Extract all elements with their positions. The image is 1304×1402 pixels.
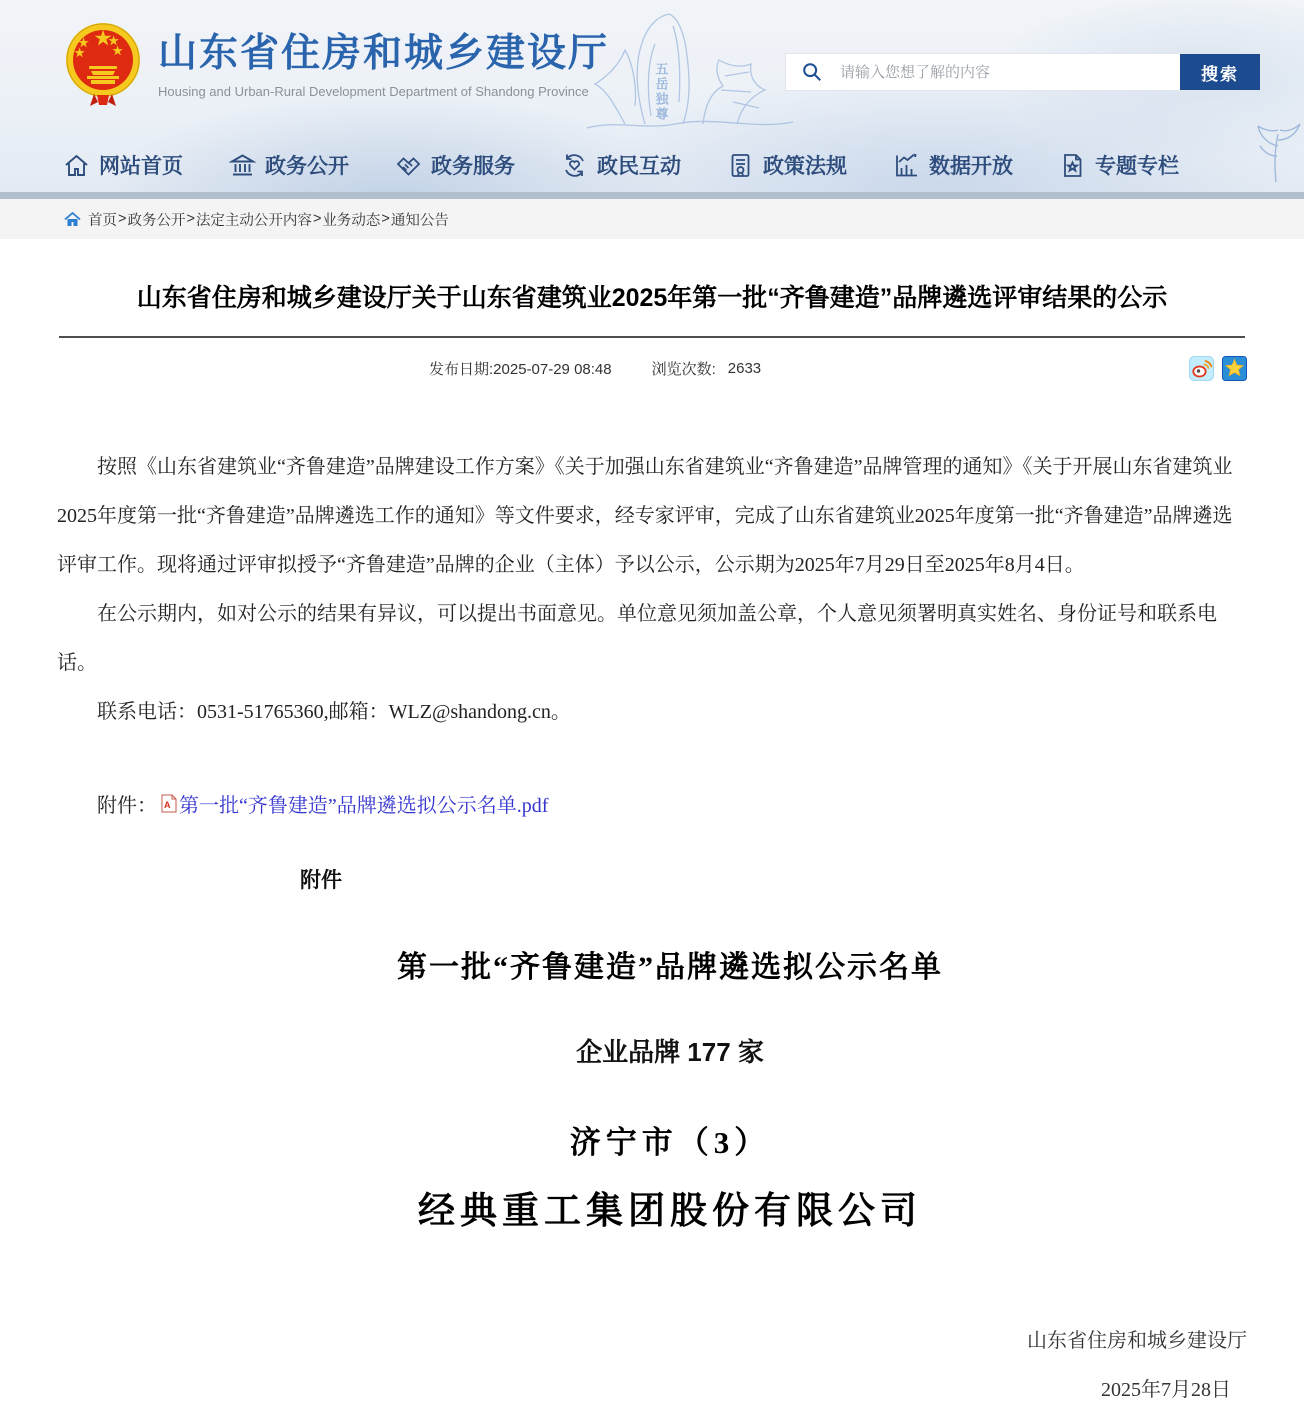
svg-text:A: A — [164, 800, 171, 810]
nav-divider — [0, 192, 1304, 199]
attachment-doc-date: 2025年7月28日 — [1101, 1379, 1231, 1401]
main-nav — [0, 138, 1304, 192]
interaction-icon — [561, 152, 588, 179]
attachment-pdf-link[interactable]: 第一批“齐鲁建造”品牌遴选拟公示名单.pdf — [179, 795, 549, 817]
breadcrumb-home-icon — [64, 212, 81, 227]
nav-label: 政务服务 — [431, 155, 515, 178]
breadcrumb-current-notices: 通知公告 — [390, 212, 449, 229]
nav-item-policies[interactable] — [727, 150, 847, 180]
nav-item-home[interactable] — [63, 150, 183, 180]
nav-label: 政民互动 — [597, 155, 681, 178]
qzone-share-icon[interactable] — [1222, 356, 1247, 381]
handshake-icon — [395, 152, 422, 179]
svg-text:五岳独尊: 五岳独尊 — [653, 62, 669, 122]
site-brand — [64, 16, 609, 116]
breadcrumb-separator: > — [186, 211, 195, 227]
attachment-doc-title: 第一批“齐鲁建造”品牌遴选拟公示名单 — [397, 951, 943, 984]
article-meta — [57, 356, 1247, 381]
nav-item-special-topics[interactable] — [1059, 150, 1179, 180]
breadcrumb-separator: > — [312, 211, 322, 227]
attachment-document-preview — [57, 864, 1247, 1402]
views-count: 2633 — [727, 360, 762, 377]
site-header — [0, 0, 1304, 192]
nav-item-open-data[interactable] — [893, 150, 1013, 180]
body-paragraph-contact: 联系电话：0531-51765360,邮箱：WLZ@shandong.cn。 — [97, 701, 571, 723]
search-input[interactable] — [838, 54, 1180, 90]
national-emblem-icon — [64, 16, 142, 116]
nav-label: 政务公开 — [265, 155, 349, 178]
attachment-line — [57, 789, 1247, 818]
body-paragraph-1: 按照《山东省建筑业“齐鲁建造”品牌建设工作方案》《关于加强山东省建筑业“齐鲁建造”品牌管理的通知》《关于开展山东省建筑业2025年度第一批“齐鲁建造”品牌遴选工作的通知》等文件要求，经专家评审，完成了山东省建筑业2025年度第一批“齐鲁建造”品牌遴选评审工作。现将通过评审拟授予“齐鲁建造”品牌的企业（主体）予以公示，公示期为2025年7月29日至2025年8月4日。 — [57, 456, 1233, 576]
attachment-doc-city-heading: 济宁市（3） — [569, 1125, 771, 1160]
weibo-share-icon[interactable] — [1189, 356, 1214, 381]
attachment-doc-heading: 附件 — [300, 869, 342, 892]
brand-text — [158, 33, 609, 99]
site-subtitle-english: Housing and Urban-Rural Development Department of Shandong Province — [158, 83, 589, 99]
breadcrumb-link-statutory-content[interactable]: 法定主动公开内容 — [195, 212, 312, 229]
breadcrumb-link-gov-disclosure[interactable]: 政务公开 — [127, 212, 186, 229]
search-icon — [786, 54, 838, 90]
search-button[interactable]: 搜索 — [1180, 54, 1260, 90]
attachment-doc-signature — [57, 1324, 1247, 1402]
views-label: 浏览次数: — [651, 361, 716, 378]
star-doc-icon — [1059, 152, 1086, 179]
publish-date: 发布日期:2025-07-29 08:48 — [429, 361, 612, 378]
share-icons — [1189, 356, 1247, 381]
nav-label: 网站首页 — [99, 155, 183, 178]
policy-doc-icon — [727, 152, 754, 179]
title-divider — [59, 336, 1245, 338]
body-paragraph-2: 在公示期内，如对公示的结果有异议，可以提出书面意见。单位意见须加盖公章，个人意见须署明真实姓名、身份证号和联系电话。 — [57, 603, 1217, 674]
nav-label: 专题专栏 — [1095, 155, 1179, 178]
nav-item-gov-services[interactable] — [395, 150, 515, 180]
mountain-artwork-decoration — [585, 6, 795, 134]
site-search — [785, 53, 1261, 91]
site-title: 山东省住房和城乡建设厅 — [158, 32, 610, 76]
article — [0, 281, 1304, 1402]
breadcrumb-link-business-updates[interactable]: 业务动态 — [322, 212, 381, 229]
article-title: 山东省住房和城乡建设厅关于山东省建筑业2025年第一批“齐鲁建造”品牌遴选评审结果的公示 — [136, 284, 1168, 312]
nav-item-public-interaction[interactable] — [561, 150, 681, 180]
nav-label: 数据开放 — [929, 155, 1013, 178]
bank-icon — [229, 152, 256, 179]
article-body — [57, 443, 1247, 737]
breadcrumb-link-home[interactable]: 首页 — [88, 212, 117, 229]
attachment-doc-company-name: 经典重工集团股份有限公司 — [418, 1191, 922, 1232]
nav-label: 政策法规 — [763, 155, 847, 178]
pdf-file-icon — [161, 794, 177, 813]
attachment-doc-issuer: 山东省住房和城乡建设厅 — [1027, 1330, 1247, 1352]
data-chart-icon — [893, 152, 920, 179]
nav-item-gov-disclosure[interactable] — [229, 150, 349, 180]
breadcrumb — [0, 199, 1304, 239]
home-icon — [63, 152, 90, 179]
breadcrumb-separator: > — [381, 211, 390, 227]
breadcrumb-separator: > — [118, 211, 127, 227]
attachment-doc-brand-count: 企业品牌 177 家 — [576, 1037, 764, 1067]
attachment-label: 附件： — [97, 795, 157, 817]
